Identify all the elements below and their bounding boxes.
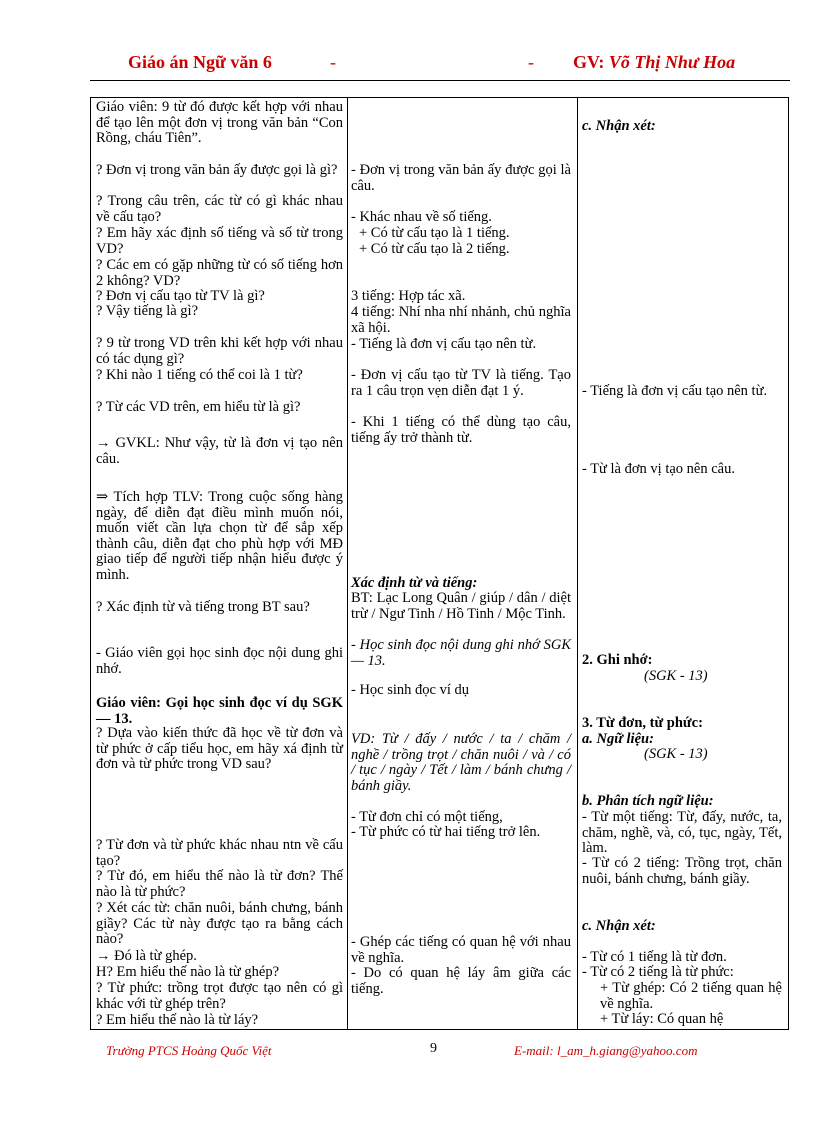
col1-text: ? Vậy tiếng là gì? [96,303,199,319]
column-divider [347,98,348,1029]
col3-text: + Từ láy: Có quan hệ [600,1011,724,1027]
col1-text: ? Đơn vị cấu tạo từ TV là gì? [96,288,265,304]
col2-text: - Khi 1 tiếng có thể dùng tạo câu, tiếng ấy trở thành từ. [351,414,571,446]
teacher-prefix: GV: [573,52,609,72]
page-number: 9 [430,1041,437,1056]
col1-text: Giáo viên: 9 từ đó được kết hợp với nhau để tạo lên một đơn vị trong văn bản “Con Rồng, cháu Tiên”. [96,99,343,146]
teacher-activity-column [96,98,343,1029]
col1-text: ? Em hiểu thế nào là từ láy? [96,1012,259,1028]
col3-text: - Từ một tiếng: Từ, đấy, nước, ta, chăm, nghề, và, có, tục, ngày, Tết, làm. [582,809,782,856]
col1-text: → GVKL: Như vậy, từ là đơn vị tạo nên câu. [96,435,343,467]
col2-text: - Đơn vị trong văn bản ấy được gọi là câu. [351,162,571,194]
col3-text: - Từ có 2 tiếng là từ phức: [582,964,734,980]
col2-text: - Khác nhau về số tiếng. [351,209,492,225]
col3-text: - Từ có 1 tiếng là từ đơn. [582,949,727,965]
col1-text: ? Trong câu trên, các từ có gì khác nhau về cấu tạo? [96,193,343,225]
col2-text: - Ghép các tiếng có quan hệ với nhau về nghĩa. [351,934,571,966]
col2-text: - Từ đơn chỉ có một tiếng, [351,809,503,825]
col1-text: ? Từ đó, em hiểu thế nào là từ đơn? Thế nào là từ phức? [96,868,343,900]
col1-text: ? Từ phức: trồng trọt được tạo nên có gì khác với từ ghép trên? [96,980,343,1012]
teacher-name: Võ Thị Như Hoa [608,52,736,72]
header-teacher [573,52,735,73]
col1-text: - Giáo viên gọi học sinh đọc nội dung ghi nhớ. [96,645,343,677]
page-footer [0,1043,816,1063]
col3-heading: b. Phân tích ngữ liệu: [582,793,714,809]
col1-text: ? Đơn vị trong văn bản ấy được gọi là gì? [96,162,338,178]
col1-text: ? 9 từ trong VD trên khi kết hợp với nhau có tác dụng gì? [96,335,343,367]
student-activity-column [351,98,571,1029]
col3-heading: c. Nhận xét: [582,118,656,134]
footer-school: Trường PTCS Hoàng Quốc Việt [106,1043,272,1058]
col1-text: ? Em hãy xác định số tiếng và số từ trong VD? [96,225,343,257]
col3-text: - Tiếng là đơn vị cấu tạo nên từ. [582,383,768,399]
col2-example: VD: Từ / đấy / nước / ta / chăm / nghề / trồng trọt / chăn nuôi / và / có / tục / ngày / Tết / làm / bánh chưng / bánh giầy. [351,731,571,794]
col2-text: - Từ phức có từ hai tiếng trở lên. [351,824,541,840]
col2-text: 4 tiếng: Nhí nha nhí nhảnh, chủ nghĩa xã hội. [351,304,571,336]
lesson-content-column [582,98,782,1029]
col2-text: - Học sinh đọc nội dung ghi nhớ SGK — 13. [351,637,571,669]
col1-text: Giáo viên: Gọi học sinh đọc ví dụ SGK — 13. [96,695,343,727]
column-divider [577,98,578,1029]
header-separator: - [528,52,534,72]
col1-text: H? Em hiểu thế nào là từ ghép? [96,964,280,980]
col1-text: ? Xác định từ và tiếng trong BT sau? [96,599,310,615]
col1-text: ? Xét các từ: chăn nuôi, bánh chưng, bánh giầy? Các từ này được tạo ra bằng cách nào? [96,900,343,947]
col2-text: BT: Lạc Long Quân / giúp / dân / diệt trừ / Ngư Tinh / Hồ Tinh / Mộc Tinh. [351,590,571,622]
page-header [0,50,816,78]
col3-text: + Từ ghép: Có 2 tiếng quan hệ về nghĩa. [600,980,782,1012]
col2-text: - Học sinh đọc ví dụ [351,682,469,698]
col1-text: ? Các em có gặp những từ có số tiếng hơn 2 không? VD? [96,257,343,289]
col3-reference: (SGK - 13) [644,746,708,762]
col1-text: → Đó là từ ghép. [96,948,197,964]
col1-integration-note: ⇒ Tích hợp TLV: Trong cuộc sống hàng ngày, để diễn đạt điều mình muốn nói, muốn viết cần lựa chọn từ để sắp xếp thành câu, diễn đạt cho phù hợp với MĐ giao tiếp để người tiếp nhận hiểu được ý mình. [96,489,343,583]
lesson-table [90,97,789,1030]
col3-text: - Từ có 2 tiếng: Trồng trọt, chăn nuôi, bánh chưng, bánh giầy. [582,855,782,887]
col1-text: ? Dựa vào kiến thức đã học về từ đơn và từ phức ở cấp tiểu học, em hãy xá định từ đơn và từ phức trong VD sau? [96,725,343,772]
header-subject: Giáo án Ngữ văn 6 [128,52,272,72]
header-separator: - [330,52,336,72]
col2-text: - Do có quan hệ láy âm giữa các tiếng. [351,965,571,997]
col2-text: - Đơn vị cấu tạo từ TV là tiếng. Tạo ra 1 câu trọn vẹn diễn đạt 1 ý. [351,367,571,399]
footer-email: E-mail: l_am_h.giang@yahoo.com [514,1043,698,1058]
col2-text: 3 tiếng: Hợp tác xã. [351,288,466,304]
col3-heading: 2. Ghi nhớ: [582,652,653,668]
col2-text: + Có từ cấu tạo là 1 tiếng. [359,225,510,241]
col1-text: ? Từ đơn và từ phức khác nhau ntn về cấu tạo? [96,837,343,869]
col3-heading: 3. Từ đơn, từ phức: [582,715,703,731]
header-rule [90,80,790,81]
col1-text: ? Từ các VD trên, em hiểu từ là gì? [96,399,301,415]
col2-text: - Tiếng là đơn vị cấu tạo nên từ. [351,336,537,352]
col2-heading: Xác định từ và tiếng: [351,575,478,591]
col3-heading: a. Ngữ liệu: [582,731,654,747]
col1-text: ? Khi nào 1 tiếng có thể coi là 1 từ? [96,367,303,383]
col2-text: + Có từ cấu tạo là 2 tiếng. [359,241,510,257]
col3-reference: (SGK - 13) [644,668,708,684]
col3-text: - Từ là đơn vị tạo nên câu. [582,461,735,477]
col3-heading: c. Nhận xét: [582,918,656,934]
